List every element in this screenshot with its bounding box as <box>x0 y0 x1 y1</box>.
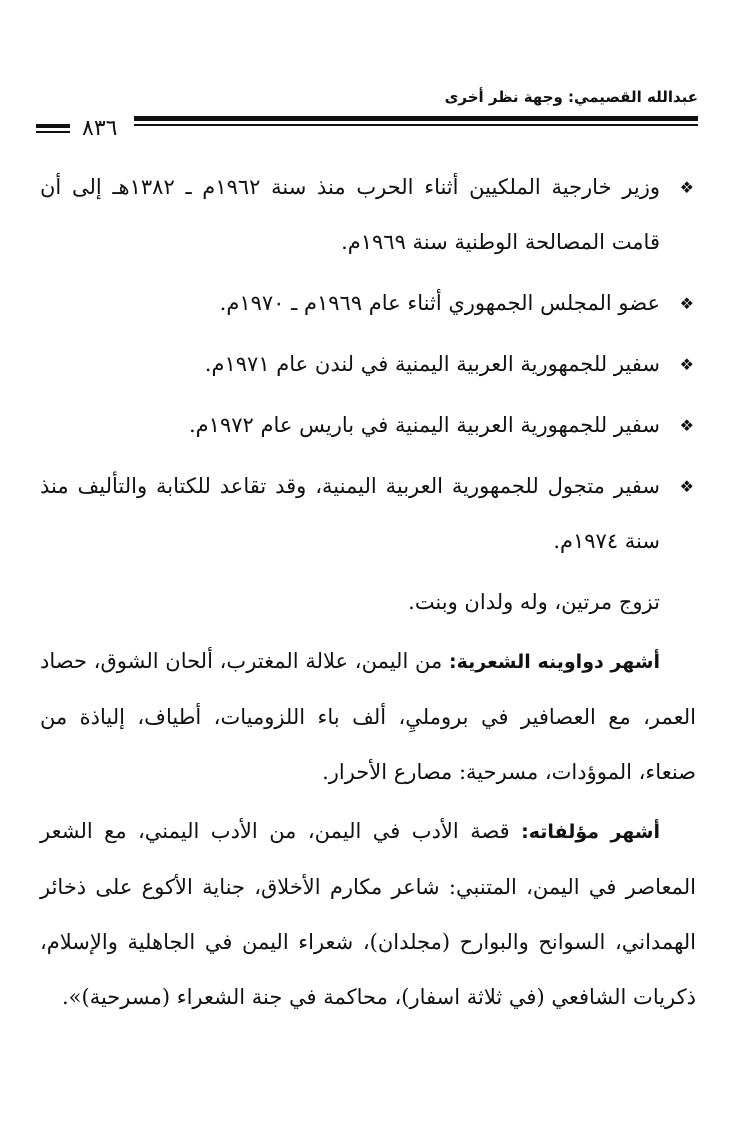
page-body <box>40 160 696 1029</box>
diwans-paragraph <box>40 634 696 800</box>
bullet-text: وزير خارجية الملكيين أثناء الحرب منذ سنة ١٩٦٢م ـ ١٣٨٢هـ إلى أن قامت المصالحة الوطنية سنة ١٩٦٩م. <box>40 175 660 254</box>
marriage-paragraph: تزوج مرتين، وله ولدان وبنت. <box>408 590 660 614</box>
bullet-item <box>40 459 696 569</box>
diamond-bullet-icon: ❖ <box>679 355 694 374</box>
diwans-label: أشهر دواوينه الشعرية: <box>449 651 660 673</box>
bullet-text: سفير للجمهورية العربية اليمنية في باريس عام ١٩٧٢م. <box>188 413 660 437</box>
works-label: أشهر مؤلفاته: <box>521 821 660 843</box>
works-text: قصة الأدب في اليمن، من الأدب اليمني، مع الشعر المعاصر في اليمن، المتنبي: شاعر مكارم الأخلاق، جناية الأكوع على ذخائر الهمداني، السوانح والبوارح (مجلدان)، شعراء اليمن في الجاهلية والإسلام، ذكريات الشافعي (في ثلاثة اسفار)، محاكمة في جنة الشعراء (مسرحية)». <box>40 819 696 1009</box>
bullet-item <box>40 398 696 453</box>
running-title: عبدالله القصيمي: وجهة نظر أخرى <box>444 88 698 106</box>
bullet-text: سفير للجمهورية العربية اليمنية في لندن عام ١٩٧١م. <box>204 352 660 376</box>
diamond-bullet-icon: ❖ <box>679 477 694 496</box>
diamond-bullet-icon: ❖ <box>679 178 694 197</box>
header-rule-thin <box>134 124 698 126</box>
bullet-item <box>40 337 696 392</box>
bullet-item <box>40 160 696 270</box>
bullet-text: عضو المجلس الجمهوري أثناء عام ١٩٦٩م ـ ١٩٧٠م. <box>219 291 660 315</box>
works-paragraph <box>40 804 696 1025</box>
page-number-rule-thick <box>36 124 70 128</box>
header-rule-thick <box>134 116 698 121</box>
page-number: ٨٣٦ <box>82 116 118 141</box>
diamond-bullet-icon: ❖ <box>679 416 694 435</box>
bullet-item <box>40 276 696 331</box>
bullet-text: سفير متجول للجمهورية العربية اليمنية، وقد تقاعد للكتابة والتأليف منذ سنة ١٩٧٤م. <box>40 474 660 553</box>
diwans-text: من اليمن، علالة المغترب، ألحان الشوق، حصاد العمر، مع العصافير في برومليِ، ألف باء اللزوميات، أطياف، إلياذة من صنعاء، الموؤدات، مسرحية: مصارع الأحرار. <box>40 649 696 784</box>
page-number-rule-thin <box>36 131 70 133</box>
diamond-bullet-icon: ❖ <box>679 294 694 313</box>
